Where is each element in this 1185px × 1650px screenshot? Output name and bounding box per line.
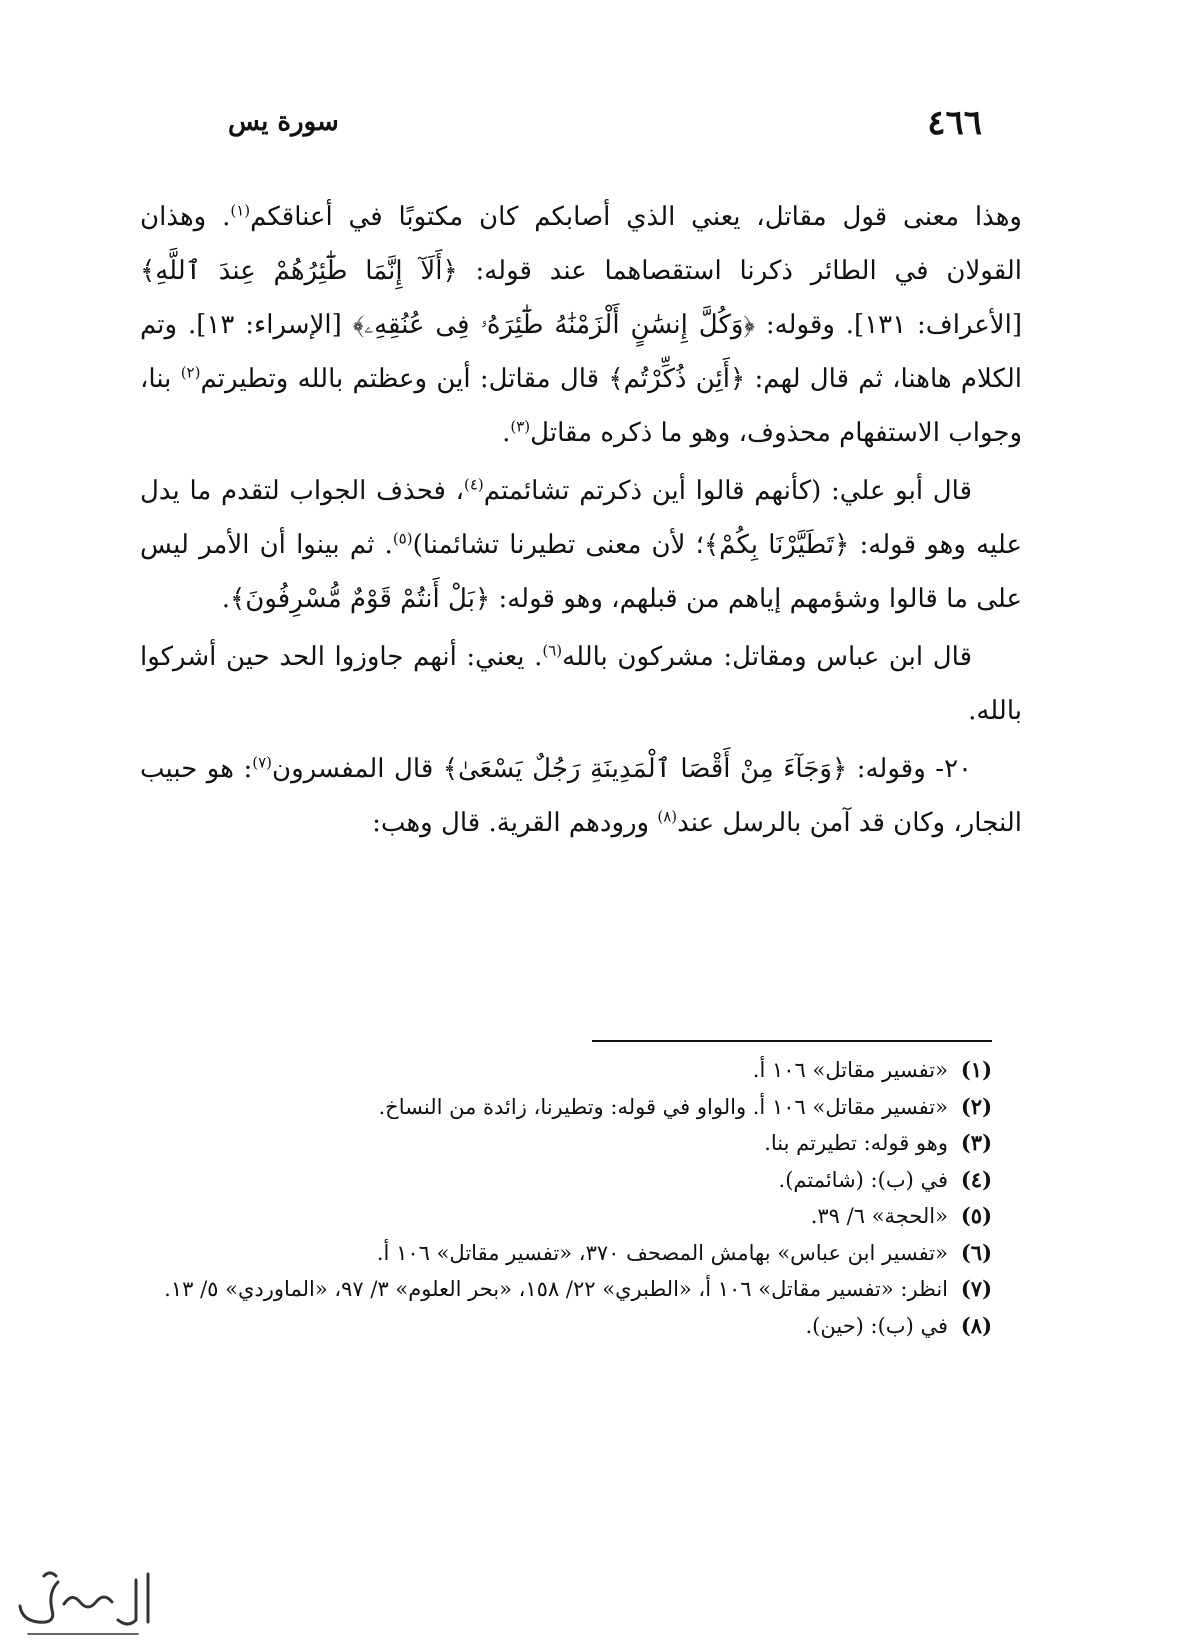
text-run: ؛ لأن معنى تطيرنا تشائمنا): [412, 530, 704, 560]
footnote: [130, 1089, 992, 1126]
paragraph: [140, 464, 1022, 626]
footnote-number: (٨): [960, 1312, 992, 1338]
quran-verse: ﴿وَكُلَّ إِنسَٰنٍ أَلْزَمْنَٰهُ طَٰٓئِرَهُۥ فِى عُنُقِهِۦ﴾: [352, 310, 755, 340]
footnotes: [130, 1052, 992, 1344]
logo-calligraphy-icon: [20, 1573, 148, 1634]
quran-verse: ﴿وَجَآءَ مِنْ أَقْصَا ٱلْمَدِينَةِ رَجُلٌ يَسْعَىٰ﴾: [442, 754, 848, 784]
footnote-ref: (٤): [463, 475, 484, 494]
publisher-logo: [8, 1562, 158, 1644]
footnote-divider: [592, 1040, 992, 1042]
running-title: سورة يس: [228, 107, 339, 137]
paragraph: [140, 630, 1022, 738]
footnote-text: وهو قوله: تطيرتم بنا.: [764, 1131, 948, 1155]
footnote-text: في (ب): (حين).: [805, 1313, 948, 1338]
footnote: [130, 1162, 992, 1199]
text-run: بنا، وجواب الاستفهام محذوف، وهو ما ذكره مقاتل: [140, 364, 1022, 448]
footnote-text: انظر: «تفسير مقاتل» ١٠٦ أ، «الطبري» ٢٢/ ١٥٨، «بحر العلوم» ٣/ ٩٧، «الماوردي» ٥/ ١٣.: [164, 1277, 948, 1301]
footnote-ref: (٢): [180, 363, 201, 382]
footnote: [130, 1052, 992, 1089]
text-run: ٢٠- وقوله:: [847, 754, 972, 784]
paragraph: [140, 742, 1022, 850]
text-run: . وهذان القولان في الطائر ذكرنا استقصاهما عند قوله:: [140, 202, 1022, 286]
footnote-ref: (١): [230, 201, 251, 220]
quran-verse: ﴿تَطَيَّرْنَا بِكُمْ﴾: [703, 530, 850, 560]
footnote-ref: (٣): [510, 417, 531, 436]
quran-verse: ﴿أَلَآ إِنَّمَا طَٰٓئِرُهُمْ عِندَ ٱللَّهِ﴾: [140, 256, 458, 286]
quran-verse: ﴿أَئِن ذُكِّرْتُم﴾: [608, 364, 746, 394]
text-run: [الإسراء: ١٣]. وتم الكلام هاهنا، ثم قال لهم:: [140, 310, 1023, 394]
footnote-number: (٢): [960, 1093, 992, 1119]
text-run: .: [221, 584, 231, 614]
footnote-number: (٧): [960, 1276, 992, 1301]
text-run: قال ابن عباس ومقاتل: مشركون بالله: [562, 642, 972, 672]
quran-verse: ﴿بَلْ أَنتُمْ قَوْمٌ مُّسْرِفُونَ﴾: [230, 584, 491, 614]
footnote-number: (١): [960, 1057, 992, 1082]
text-run: ورودهم القرية. قال وهب:: [372, 808, 658, 838]
text-run: وهذا معنى قول مقاتل، يعني الذي أصابكم كان مكتوبًا في أعناقكم: [250, 202, 1022, 232]
footnote-text: «تفسير مقاتل» ١٠٦ أ.: [752, 1058, 948, 1082]
footnote-number: (٥): [960, 1203, 992, 1228]
footnote-text: «الحجة» ٦/ ٣٩.: [810, 1204, 948, 1228]
text-run: قال المفسرون: [272, 754, 443, 784]
text-run: . ثم بينوا أن الأمر ليس على ما قالوا وشؤمهم إياهم من قبلهم، وهو قوله:: [140, 530, 1022, 614]
text-run: [الأعراف: ١٣١]. وقوله:: [754, 310, 1022, 340]
footnote-number: (٤): [960, 1166, 992, 1192]
footnote-text: في (ب): (شائمتم).: [778, 1167, 948, 1192]
footnote: [130, 1235, 992, 1272]
main-text: [140, 190, 1022, 854]
footnote: [130, 1308, 992, 1345]
text-run: قال أبو علي: (كأنهم قالوا أين ذكرتم تشائمتم: [483, 476, 973, 506]
footnote-number: (٦): [960, 1239, 992, 1265]
text-run: : هو حبيب النجار، وكان قد آمن بالرسل عند: [140, 754, 1022, 838]
footnote: [130, 1271, 992, 1308]
text-run: قال مقاتل: أين وعظتم بالله وتطيرتم: [200, 364, 609, 394]
text-run: . يعني: أنهم جاوزوا الحد حين أشركوا بالله.: [140, 642, 1022, 726]
text-run: ، فحذف الجواب لتقدم ما يدل عليه وهو قوله:: [140, 476, 1022, 560]
paragraph: [140, 190, 1022, 460]
footnote: [130, 1125, 992, 1162]
footnote-ref: (٨): [657, 807, 678, 826]
footnote-text: «تفسير مقاتل» ١٠٦ أ. والواو في قوله: وتطيرنا، زائدة من النساخ.: [378, 1094, 948, 1119]
footnote-ref: (٧): [252, 753, 272, 772]
page-header: [228, 103, 982, 153]
footnote-number: (٣): [960, 1130, 992, 1155]
footnote-ref: (٦): [542, 641, 563, 660]
footnote-ref: (٥): [392, 529, 413, 548]
page-number: ٤٦٦: [927, 103, 982, 143]
text-run: .: [502, 418, 511, 448]
footnote: [130, 1198, 992, 1235]
footnote-text: «تفسير ابن عباس» بهامش المصحف ٣٧٠، «تفسير مقاتل» ١٠٦ أ.: [376, 1240, 948, 1265]
